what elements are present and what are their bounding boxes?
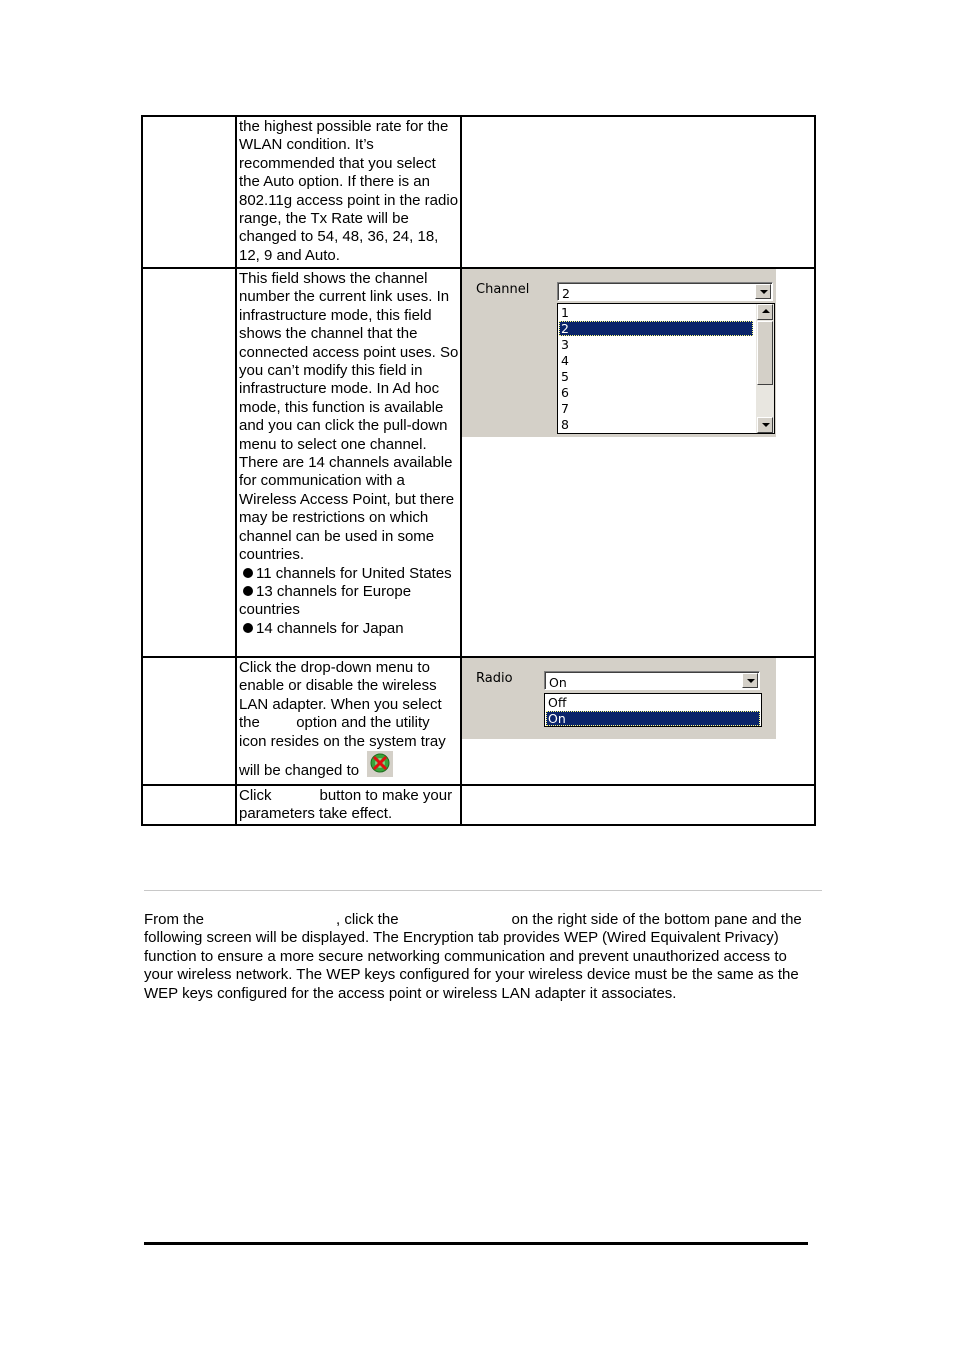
row-description-cell bbox=[236, 116, 461, 268]
channel-dropdown[interactable] bbox=[557, 282, 773, 301]
footer-rule bbox=[144, 1242, 808, 1245]
row-screenshot-cell bbox=[461, 785, 815, 825]
encryption-paragraph: From the , click the on the right side of the bottom pane and the following screen will be displayed. The Encryption tab provides WEP (Wired Equivalent Privacy) function to ensure a more secure networking communication and prevent unauthorized access to your wireless network. The WEP keys configured for your wireless device must be the same as the WEP keys configured for the access point or wireless LAN adapter it associates. bbox=[144, 911, 802, 1002]
row-label-cell bbox=[142, 657, 236, 785]
bullet-icon bbox=[243, 586, 253, 596]
list-item[interactable]: 5 bbox=[561, 369, 569, 384]
channel-options-list[interactable] bbox=[557, 303, 775, 434]
bullet-item: 13 channels for Europe countries bbox=[239, 582, 412, 619]
apply-description: Click button to make your parameters take effect. bbox=[239, 787, 453, 823]
row-description-cell bbox=[236, 785, 461, 825]
bullet-icon bbox=[243, 623, 253, 633]
radio-options-list[interactable] bbox=[544, 693, 762, 727]
row-screenshot-cell bbox=[461, 116, 815, 268]
scroll-thumb[interactable] bbox=[757, 321, 773, 385]
scroll-up-button[interactable] bbox=[757, 304, 773, 320]
row-screenshot-cell bbox=[461, 268, 815, 657]
table-row-tx-rate bbox=[142, 116, 815, 268]
channel-label: Channel bbox=[476, 282, 530, 297]
row-description-cell bbox=[236, 657, 461, 785]
table-row-radio bbox=[142, 657, 815, 785]
list-item-selected[interactable]: 2 bbox=[559, 321, 753, 336]
row-screenshot-cell bbox=[461, 657, 815, 785]
list-item[interactable]: 4 bbox=[561, 353, 569, 368]
chevron-down-icon[interactable] bbox=[742, 673, 758, 688]
bullet-icon bbox=[243, 568, 253, 578]
tx-rate-description: the highest possible rate for the WLAN condition. It’s recommended that you select the Auto option. If there is an 802.11g access point in the radio range, the Tx Rate will be changed to 54, 48, 36, 24, 18, 12, 9 and Auto. bbox=[239, 118, 459, 264]
list-item[interactable]: Off bbox=[548, 695, 567, 710]
radio-panel bbox=[462, 658, 776, 739]
list-item[interactable]: 3 bbox=[561, 337, 569, 352]
bullet-item: 11 channels for United States bbox=[239, 565, 460, 583]
row-label-cell bbox=[142, 116, 236, 268]
radio-dropdown[interactable] bbox=[544, 671, 760, 690]
scrollbar[interactable] bbox=[756, 304, 774, 433]
table-row-apply bbox=[142, 785, 815, 825]
row-label-cell bbox=[142, 268, 236, 657]
table-row-channel bbox=[142, 268, 815, 657]
list-item[interactable]: 6 bbox=[561, 385, 569, 400]
settings-table bbox=[141, 115, 816, 826]
radio-label: Radio bbox=[476, 671, 513, 686]
list-item[interactable]: 7 bbox=[561, 401, 569, 416]
channel-panel bbox=[462, 269, 776, 437]
section-divider bbox=[144, 890, 822, 891]
channel-description: This field shows the channel number the current link uses. In infrastructure mode, this field shows the channel that the connected access point uses. So you can’t modify this field in infrastructure mode. In Ad hoc mode, this function is available and you can click the pull-down menu to select one channel. There are 14 channels available for communication with a Wireless Access Point, but there may be restrictions on which channel can be used in some countries. bbox=[239, 270, 459, 564]
row-description-cell bbox=[236, 268, 461, 657]
list-item[interactable]: 1 bbox=[561, 305, 569, 320]
list-item[interactable]: 8 bbox=[561, 417, 569, 432]
chevron-down-icon[interactable] bbox=[755, 284, 771, 299]
list-item-selected[interactable]: On bbox=[546, 711, 760, 726]
radio-off-tray-icon bbox=[367, 751, 393, 777]
radio-dropdown-value: On bbox=[549, 675, 567, 690]
scroll-down-button[interactable] bbox=[757, 417, 773, 433]
bullet-item: 14 channels for Japan bbox=[239, 620, 460, 638]
radio-description: Click the drop-down menu to enable or disable the wireless LAN adapter. When you select the option and the utility icon resides on the system tray will be changed to bbox=[239, 659, 446, 780]
row-label-cell bbox=[142, 785, 236, 825]
channel-dropdown-value: 2 bbox=[562, 286, 570, 301]
